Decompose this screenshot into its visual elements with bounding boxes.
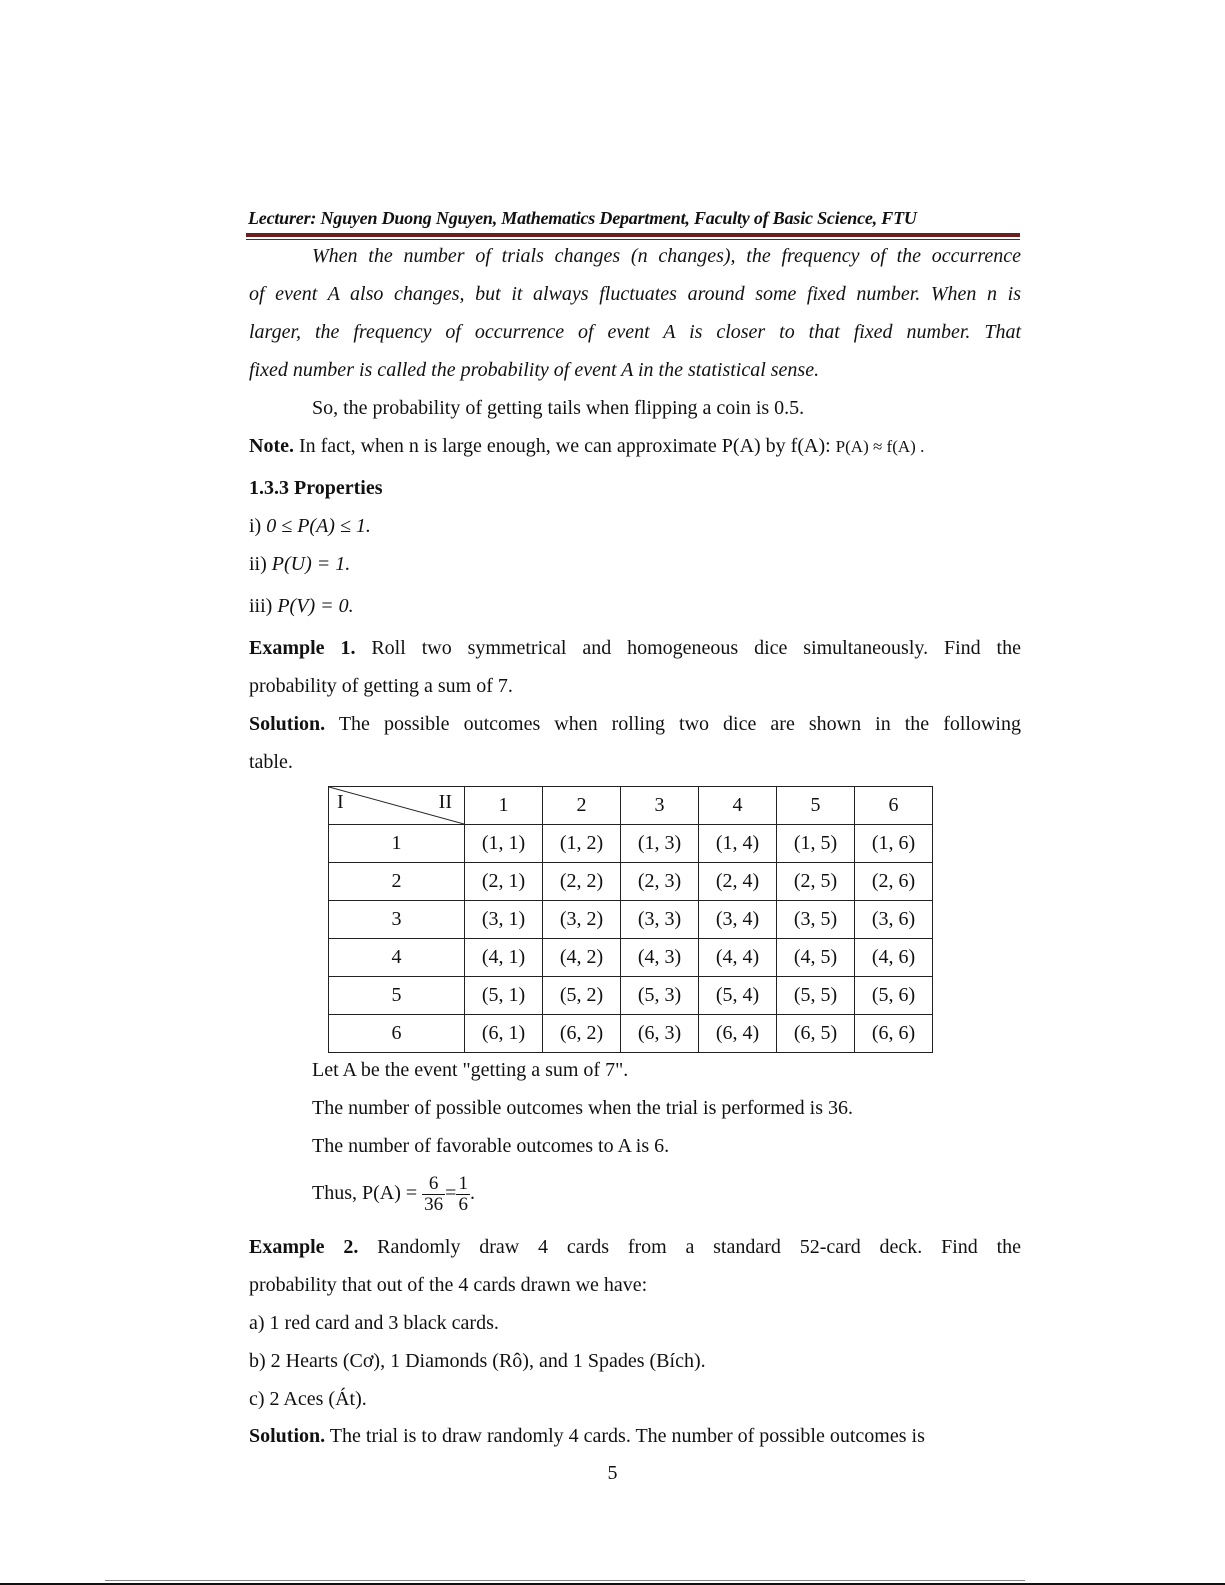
property-label: ii) xyxy=(249,553,272,575)
result-prefix: Thus, P(A) = xyxy=(312,1182,423,1204)
table-cell: (3, 5) xyxy=(777,901,855,939)
table-cell: (4, 4) xyxy=(699,939,777,977)
column-header: 3 xyxy=(621,787,699,825)
table-cell: (1, 4) xyxy=(699,825,777,863)
possible-outcomes-text: The number of possible outcomes when the trial is performed is 36. xyxy=(312,1097,853,1119)
fraction-denominator: 36 xyxy=(424,1193,444,1215)
coin-sentence: So, the probability of getting tails when flipping a coin is 0.5. xyxy=(312,397,805,419)
table-cell: (2, 1) xyxy=(465,863,543,901)
solution-text: The trial is to draw randomly 4 cards. The number of possible outcomes is xyxy=(325,1425,925,1447)
table-cell: (3, 4) xyxy=(699,901,777,939)
table-cell: (4, 2) xyxy=(543,939,621,977)
table-cell: (2, 4) xyxy=(699,863,777,901)
event-definition: Let A be the event "getting a sum of 7". xyxy=(312,1059,629,1081)
column-header: 4 xyxy=(699,787,777,825)
property-item-1 xyxy=(249,514,1021,538)
note-label: Note. xyxy=(249,435,294,457)
page-number: 5 xyxy=(607,1462,618,1484)
example2-label: Example 2. xyxy=(249,1236,359,1258)
table-cell: (1, 3) xyxy=(621,825,699,863)
table-cell: (6, 1) xyxy=(465,1015,543,1053)
table-cell: (6, 5) xyxy=(777,1015,855,1053)
table-row xyxy=(329,939,933,977)
table-cell: (2, 5) xyxy=(777,863,855,901)
table-cell: (2, 3) xyxy=(621,863,699,901)
row-header: 6 xyxy=(329,1015,465,1053)
table-cell: (5, 4) xyxy=(699,977,777,1015)
equals-sign: = xyxy=(445,1182,457,1204)
intro-line-4: fixed number is called the probability of event A in the statistical sense. xyxy=(249,359,820,381)
table-cell: (6, 2) xyxy=(543,1015,621,1053)
table-cell: (1, 5) xyxy=(777,825,855,863)
row-header: 2 xyxy=(329,863,465,901)
example2-line-2: probability that out of the 4 cards drawn we have: xyxy=(249,1274,648,1296)
table-cell: (1, 6) xyxy=(855,825,933,863)
example1-line-2: probability of getting a sum of 7. xyxy=(249,675,513,697)
table-row xyxy=(329,977,933,1015)
example1-solution-line-1 xyxy=(249,712,1021,736)
probability-result xyxy=(312,1172,1021,1215)
table-row xyxy=(329,825,933,863)
table-cell: (1, 2) xyxy=(543,825,621,863)
solution-label: Solution. xyxy=(249,1425,326,1447)
intro-line-1: When the number of trials changes (n changes), the frequency of the occurrence xyxy=(312,245,1021,267)
table-cell: (6, 4) xyxy=(699,1015,777,1053)
table-cell: (4, 1) xyxy=(465,939,543,977)
fraction-denominator: 6 xyxy=(458,1193,468,1215)
example2-item-b: b) 2 Hearts (Cơ), 1 Diamonds (Rô), and 1 Spades (Bích). xyxy=(249,1350,706,1372)
table-row xyxy=(329,863,933,901)
table-cell: (4, 5) xyxy=(777,939,855,977)
table-cell: (5, 1) xyxy=(465,977,543,1015)
table-cell: (5, 6) xyxy=(855,977,933,1015)
table-cell: (1, 1) xyxy=(465,825,543,863)
row-header: 5 xyxy=(329,977,465,1015)
table-cell: (5, 5) xyxy=(777,977,855,1015)
example2-text: Randomly draw 4 cards from a standard 52-card deck. Find the xyxy=(358,1236,1021,1258)
fraction-numerator: 6 xyxy=(422,1174,445,1195)
column-axis-label: II xyxy=(438,791,452,813)
table-cell: (5, 3) xyxy=(621,977,699,1015)
table-cell: (3, 1) xyxy=(465,901,543,939)
column-header: 1 xyxy=(465,787,543,825)
table-cell: (4, 6) xyxy=(855,939,933,977)
table-cell: (2, 2) xyxy=(543,863,621,901)
properties-heading: 1.3.3 Properties xyxy=(249,477,383,499)
solution-text: The possible outcomes when rolling two dice are shown in the following xyxy=(325,713,1021,735)
fraction-6-36 xyxy=(422,1174,445,1215)
example2-line-1 xyxy=(249,1235,1021,1259)
favorable-outcomes-text: The number of favorable outcomes to A is 6. xyxy=(312,1135,670,1157)
note-paragraph xyxy=(249,434,1021,459)
header-rule-thin xyxy=(246,239,1020,240)
example2-solution xyxy=(249,1424,1021,1448)
column-header: 5 xyxy=(777,787,855,825)
row-header: 4 xyxy=(329,939,465,977)
note-formula: P(A) ≈ f(A) . xyxy=(835,437,925,456)
property-formula: P(V) = 0. xyxy=(277,595,354,617)
dice-outcomes-table xyxy=(328,786,933,1053)
table-cell: (3, 3) xyxy=(621,901,699,939)
table-header-row xyxy=(329,787,933,825)
example1-label: Example 1. xyxy=(249,637,356,659)
fraction-1-6 xyxy=(456,1174,470,1215)
intro-line-2: of event A also changes, but it always fluctuates around some fixed number. When n is xyxy=(249,283,1021,305)
example1-solution-line-2: table. xyxy=(249,751,293,773)
bottom-divider xyxy=(105,1580,1025,1581)
table-cell: (3, 2) xyxy=(543,901,621,939)
header-rule-thick xyxy=(246,233,1020,237)
example1-line-1 xyxy=(249,636,1021,660)
property-item-2 xyxy=(249,552,1021,576)
example2-item-c: c) 2 Aces (Át). xyxy=(249,1388,367,1410)
table-row xyxy=(329,901,933,939)
table-cell: (6, 3) xyxy=(621,1015,699,1053)
fraction-numerator: 1 xyxy=(458,1172,468,1194)
intro-line-3: larger, the frequency of occurrence of event A is closer to that fixed number. That xyxy=(249,321,1021,343)
row-header: 3 xyxy=(329,901,465,939)
row-axis-label: I xyxy=(337,791,344,813)
page-header: Lecturer: Nguyen Duong Nguyen, Mathematics Department, Faculty of Basic Science, FTU xyxy=(248,208,917,228)
property-item-3 xyxy=(249,594,1021,618)
note-text: In fact, when n is large enough, we can approximate P(A) by f(A): xyxy=(293,435,836,457)
corner-cell xyxy=(329,787,465,825)
table-cell: (2, 6) xyxy=(855,863,933,901)
property-label: i) xyxy=(249,515,267,537)
property-label: iii) xyxy=(249,595,278,617)
solution-label: Solution. xyxy=(249,713,326,735)
table-row xyxy=(329,1015,933,1053)
table-cell: (4, 3) xyxy=(621,939,699,977)
example1-text: Roll two symmetrical and homogeneous dice simultaneously. Find the xyxy=(355,637,1021,659)
row-header: 1 xyxy=(329,825,465,863)
table-cell: (5, 2) xyxy=(543,977,621,1015)
result-end: . xyxy=(469,1182,475,1204)
column-header: 2 xyxy=(543,787,621,825)
example2-item-a: a) 1 red card and 3 black cards. xyxy=(249,1312,499,1334)
column-header: 6 xyxy=(855,787,933,825)
table-cell: (6, 6) xyxy=(855,1015,933,1053)
property-formula: P(U) = 1. xyxy=(271,553,351,575)
property-formula: 0 ≤ P(A) ≤ 1. xyxy=(266,515,371,537)
table-cell: (3, 6) xyxy=(855,901,933,939)
